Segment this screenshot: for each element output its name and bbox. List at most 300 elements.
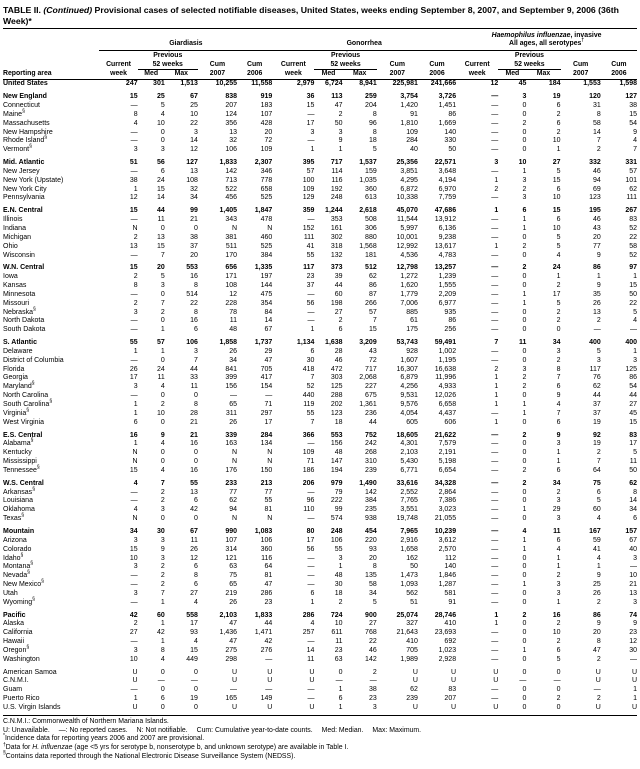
value-cell: 3,754 <box>400 93 418 101</box>
value-cell: 38 <box>368 686 377 694</box>
value-cell: 59 <box>592 536 601 544</box>
value-cell: 10,338 <box>396 194 418 202</box>
value-cell: 1 <box>633 695 637 703</box>
value-cell: 4,301 <box>400 440 418 448</box>
value-cell: 11 <box>335 638 343 646</box>
value-cell: 0 <box>193 704 198 711</box>
value-cell: 239 <box>406 695 418 703</box>
value-cell: 10 <box>156 409 165 417</box>
value-cell: 159 <box>365 167 377 175</box>
value-cell: 4 <box>160 110 165 118</box>
value-cell: 0 <box>522 102 527 109</box>
value-cell: — <box>335 677 343 685</box>
value-cell: 5,198 <box>438 458 457 466</box>
value-cell: 1,779 <box>400 290 418 298</box>
current-label: Current <box>280 61 306 68</box>
value-cell: 120 <box>589 93 601 101</box>
value-cell: 0 <box>160 224 165 232</box>
value-cell: 5 <box>372 598 377 606</box>
value-cell: 50 <box>410 563 418 571</box>
value-cell: 525 <box>260 194 273 202</box>
value-cell: 16 <box>129 431 138 439</box>
value-cell: 13 <box>156 233 165 241</box>
value-cell: 314 <box>225 545 238 553</box>
table-row <box>3 264 637 273</box>
value-cell: 22,571 <box>434 159 457 167</box>
table-row <box>3 704 637 713</box>
med-label: Med <box>314 69 342 79</box>
value-cell: 56 <box>156 159 165 167</box>
max-label: Max <box>526 69 560 79</box>
value-cell: 705 <box>260 365 273 373</box>
reporting-area-cell: Washington <box>3 655 40 663</box>
value-cell: 1,658 <box>400 545 418 553</box>
value-cell: 62 <box>629 479 637 487</box>
value-cell: 77 <box>592 242 601 250</box>
table-row <box>3 194 637 203</box>
value-cell: 248 <box>330 194 343 202</box>
value-cell: 0 <box>522 418 527 426</box>
value-cell: 0 <box>522 638 527 646</box>
value-cell: 4 <box>160 466 165 474</box>
value-cell: 21,643 <box>396 629 418 637</box>
value-cell: 25,074 <box>396 611 418 619</box>
value-cell: 3,551 <box>400 506 418 514</box>
value-cell: 1,669 <box>438 119 457 127</box>
value-cell: 3 <box>556 440 561 448</box>
value-cell: 0 <box>522 497 527 505</box>
reporting-area-cell: Wisconsin <box>3 251 35 259</box>
value-cell: U <box>412 668 418 676</box>
value-cell: — <box>130 572 138 580</box>
value-cell: 1 <box>133 347 138 355</box>
value-cell: 0 <box>160 458 165 466</box>
value-cell: U <box>231 668 238 676</box>
value-cell: 1,555 <box>438 282 457 290</box>
value-cell: 86 <box>448 317 457 325</box>
value-cell: 58 <box>368 581 377 589</box>
cum-label: Cum <box>247 61 263 68</box>
value-cell: 6,654 <box>438 466 457 474</box>
reporting-area-cell: Minnesota <box>3 290 36 298</box>
value-cell: 51 <box>410 598 418 606</box>
value-cell: 360 <box>260 545 273 553</box>
value-cell: 6,771 <box>400 466 418 474</box>
value-cell: 0 <box>522 326 527 334</box>
value-cell: 2 <box>556 317 561 325</box>
reporting-area-cell: Tennessee§ <box>3 464 40 474</box>
reporting-area-cell: E.S. Central <box>3 431 43 439</box>
value-cell: U <box>595 668 601 676</box>
value-cell: 6 <box>522 207 527 215</box>
value-cell: 885 <box>406 308 418 316</box>
value-cell: 99 <box>190 207 198 215</box>
value-cell: 109 <box>302 449 315 457</box>
value-cell: 28,746 <box>434 611 457 619</box>
abbrev-cum: Cum: Cumulative year-to-date counts. <box>196 726 313 734</box>
table-row <box>3 581 637 590</box>
table-row <box>3 497 637 506</box>
value-cell: 0 <box>160 704 165 711</box>
value-cell: 23,693 <box>434 629 457 637</box>
value-cell: 7,965 <box>400 527 418 535</box>
value-cell: 4,783 <box>438 251 457 259</box>
value-cell: 2,618 <box>359 207 377 215</box>
value-cell: 233 <box>225 479 238 487</box>
value-cell: 298 <box>225 655 238 663</box>
value-cell: 2,916 <box>400 536 418 544</box>
value-cell: 1,846 <box>438 572 457 580</box>
value-cell: 1 <box>522 581 527 589</box>
value-cell: 125 <box>625 365 637 373</box>
value-cell: 0 <box>193 449 198 457</box>
value-cell: 384 <box>260 251 273 259</box>
value-cell: 613 <box>365 194 377 202</box>
value-cell: 27 <box>629 401 637 408</box>
value-cell: 935 <box>444 308 457 316</box>
value-cell: 108 <box>186 176 198 184</box>
value-cell: U <box>412 704 418 711</box>
value-cell: 12 <box>190 554 198 562</box>
value-cell: 213 <box>260 479 273 487</box>
value-cell: U <box>493 677 499 685</box>
value-cell: 1 <box>133 695 138 703</box>
value-cell: 27 <box>190 589 198 597</box>
value-cell: 4 <box>160 383 165 391</box>
value-cell: 0 <box>160 137 165 145</box>
value-cell: 574 <box>330 515 343 523</box>
table-row <box>3 599 637 608</box>
value-cell: 286 <box>260 589 273 597</box>
value-cell: 768 <box>365 629 377 637</box>
value-cell: 12 <box>490 80 499 88</box>
reporting-area-cell: Alaska <box>3 620 25 628</box>
value-cell: U <box>631 668 637 676</box>
reporting-area-cell: Rhode Island§ <box>3 135 48 145</box>
value-cell: 53,743 <box>396 339 418 347</box>
value-cell: 10 <box>518 159 527 167</box>
previous-label: Previous <box>331 52 361 60</box>
value-cell: 15 <box>129 466 138 474</box>
table-bottom-rule <box>3 715 637 716</box>
reporting-area-cell: New Jersey <box>3 167 40 175</box>
value-cell: 13 <box>629 589 637 597</box>
value-cell: 1 <box>494 401 499 408</box>
value-cell: 64 <box>592 466 601 474</box>
value-cell: 0 <box>193 686 198 694</box>
table-row <box>3 528 637 537</box>
value-cell: 13 <box>129 242 138 250</box>
value-cell: 77 <box>229 488 238 496</box>
value-cell: — <box>491 146 499 154</box>
value-cell: — <box>230 392 238 400</box>
value-cell: 606 <box>444 418 457 426</box>
value-cell: 9 <box>596 282 601 290</box>
value-cell: 0 <box>338 668 343 676</box>
value-cell: 11 <box>190 536 198 544</box>
reporting-area-cell: Illinois <box>3 216 23 224</box>
value-cell: 17 <box>264 418 273 426</box>
value-cell: 0 <box>160 317 165 325</box>
value-cell: 21 <box>629 581 637 589</box>
reporting-area-cell: Wyoming§ <box>3 596 35 606</box>
value-cell: 107 <box>260 110 273 118</box>
value-cell: 778 <box>260 176 273 184</box>
value-cell: 3 <box>133 589 138 597</box>
value-cell: 57 <box>368 308 377 316</box>
value-cell: 23 <box>368 695 377 703</box>
table-row <box>3 440 637 449</box>
table-row <box>3 449 637 458</box>
value-cell: 17 <box>306 536 315 544</box>
previous-label: Previous <box>153 52 183 60</box>
value-cell: 34 <box>368 589 377 597</box>
value-cell: 0 <box>522 251 527 259</box>
value-cell: 239 <box>365 466 377 474</box>
value-cell: 8 <box>596 110 601 118</box>
footnote-abbreviations <box>3 727 637 736</box>
value-cell: 10 <box>552 224 561 232</box>
value-cell: 0 <box>522 282 527 290</box>
value-cell: 26 <box>129 365 138 373</box>
value-cell: 32 <box>229 137 238 145</box>
value-cell: 7 <box>556 374 561 382</box>
value-cell: 37 <box>592 409 601 417</box>
value-cell: 2 <box>556 572 561 580</box>
value-cell: 440 <box>302 392 315 400</box>
reporting-area-cell: New Mexico§ <box>3 578 44 589</box>
value-cell: 16 <box>190 317 198 325</box>
value-cell: 0 <box>522 572 527 580</box>
value-cell: 32 <box>190 185 198 193</box>
value-cell: 65 <box>229 581 238 589</box>
value-cell: 9 <box>338 137 343 145</box>
value-cell: 1,513 <box>180 80 198 88</box>
value-cell: 1 <box>133 401 138 408</box>
value-cell: 1,035 <box>359 176 377 184</box>
value-cell: 2 <box>372 668 377 676</box>
value-cell: 34 <box>190 194 198 202</box>
value-cell: 1 <box>522 216 527 224</box>
value-cell: 2,191 <box>438 449 457 457</box>
reporting-area-cell: S. Atlantic <box>3 339 37 347</box>
reporting-area-cell: American Samoa <box>3 668 57 676</box>
value-cell: 220 <box>365 536 377 544</box>
med-label: Med <box>138 69 165 79</box>
value-cell: 10 <box>552 137 561 145</box>
value-cell: 1,553 <box>583 80 601 88</box>
value-cell: 472 <box>330 365 343 373</box>
value-cell: — <box>307 216 315 224</box>
value-cell: 1 <box>494 383 499 391</box>
value-cell: 18,605 <box>396 431 418 439</box>
value-cell: 4 <box>596 515 601 523</box>
value-cell: 6 <box>556 119 561 127</box>
value-cell: 900 <box>365 611 377 619</box>
value-cell: 60 <box>334 290 343 298</box>
value-cell: — <box>491 356 499 364</box>
value-cell: 0 <box>160 128 165 136</box>
value-cell: 1 <box>494 242 499 250</box>
value-cell: — <box>630 655 637 663</box>
value-cell: 9 <box>160 431 165 439</box>
value-cell: 11 <box>229 317 238 325</box>
value-cell: 2 <box>160 572 165 580</box>
table-row <box>3 252 637 261</box>
value-cell: 202 <box>330 401 343 408</box>
reporting-area-cell: Colorado <box>3 545 32 553</box>
value-cell: 1 <box>160 347 165 355</box>
value-cell: 26 <box>592 299 601 307</box>
value-cell: 228 <box>225 299 238 307</box>
table-row <box>3 93 637 102</box>
value-cell: 2 <box>556 695 561 703</box>
value-cell: 3 <box>633 554 637 562</box>
value-cell: 3 <box>556 515 561 523</box>
value-cell: U <box>412 677 418 685</box>
value-cell: 65 <box>229 401 238 408</box>
value-cell: — <box>307 695 315 703</box>
value-cell: 3 <box>522 194 527 202</box>
value-cell: 19 <box>190 695 198 703</box>
value-cell: 6 <box>633 515 637 523</box>
value-cell: 3,648 <box>438 167 457 175</box>
group-header-row <box>3 29 637 50</box>
value-cell: 60 <box>592 506 601 514</box>
value-cell: 67 <box>629 536 637 544</box>
value-cell: 46 <box>334 356 343 364</box>
value-cell: 86 <box>592 611 601 619</box>
value-cell: 2 <box>494 365 499 373</box>
table-row <box>3 168 637 177</box>
value-cell: 62 <box>229 497 238 505</box>
value-cell: — <box>307 488 315 496</box>
value-cell: — <box>307 440 315 448</box>
value-cell: 15 <box>156 242 165 250</box>
value-cell: 9 <box>596 572 601 580</box>
value-cell: 17 <box>129 374 138 382</box>
value-cell: 77 <box>264 488 273 496</box>
reporting-area-cell: Arkansas§ <box>3 486 35 496</box>
y2007-label: 2007 <box>198 69 237 79</box>
value-cell: 195 <box>589 207 601 215</box>
value-cell: 581 <box>444 589 457 597</box>
value-cell: 165 <box>225 695 238 703</box>
value-cell: 96 <box>368 119 377 127</box>
value-cell: 22 <box>368 638 377 646</box>
table-body <box>3 80 637 713</box>
value-cell: 2 <box>556 110 561 118</box>
reporting-area-cell: Guam <box>3 686 23 694</box>
value-cell: 7 <box>310 374 315 382</box>
value-cell: 7 <box>556 409 561 417</box>
table-row <box>3 629 637 638</box>
value-cell: 384 <box>365 497 377 505</box>
value-cell: 0 <box>160 449 165 457</box>
table-row <box>3 186 637 195</box>
value-cell: — <box>491 102 499 109</box>
value-cell: 339 <box>225 431 238 439</box>
value-cell: 1 <box>556 273 561 281</box>
y2007-label: 2007 <box>561 69 601 79</box>
value-cell: U <box>309 668 315 676</box>
table-row <box>3 612 637 621</box>
value-cell: 108 <box>225 282 238 290</box>
value-cell: — <box>307 137 315 145</box>
value-cell: 5 <box>596 497 601 505</box>
value-cell: 2 <box>133 233 138 241</box>
value-cell: 4,054 <box>400 409 418 417</box>
value-cell: 3 <box>193 128 198 136</box>
value-cell: 1 <box>338 686 343 694</box>
value-cell: 6 <box>193 563 198 571</box>
abbrev-dash: —: No reported cases. <box>58 726 128 734</box>
value-cell: — <box>491 563 499 571</box>
value-cell: 8 <box>193 401 198 408</box>
value-cell: 267 <box>625 207 637 215</box>
value-cell: 268 <box>365 449 377 457</box>
value-cell: 1 <box>494 392 499 400</box>
value-cell: — <box>491 110 499 118</box>
cum-label: Cum <box>573 61 589 68</box>
value-cell: 0 <box>160 686 165 694</box>
value-cell: 106 <box>225 146 238 154</box>
table-row <box>3 432 637 441</box>
value-cell: — <box>491 440 499 448</box>
value-cell: — <box>519 677 527 685</box>
value-cell: 1 <box>556 458 561 466</box>
value-cell: 3 <box>160 554 165 562</box>
value-cell: 1,598 <box>619 80 637 88</box>
value-cell: 15 <box>629 282 637 290</box>
value-cell: 46 <box>368 646 377 654</box>
reporting-area-cell: Louisiana <box>3 497 33 505</box>
value-cell: 3 <box>160 536 165 544</box>
table-row <box>3 686 637 695</box>
value-cell: 41 <box>306 242 315 250</box>
value-cell: 8 <box>596 638 601 646</box>
value-cell: 7 <box>372 317 377 325</box>
value-cell: 20 <box>156 264 165 272</box>
value-cell: 2 <box>522 119 527 127</box>
value-cell: 1 <box>633 686 637 694</box>
reporting-area-cell: South Dakota <box>3 326 46 334</box>
value-cell: 241,666 <box>430 80 457 88</box>
value-cell: 2 <box>522 479 527 487</box>
value-cell: 52 <box>629 251 637 259</box>
value-cell: 1,638 <box>325 339 343 347</box>
value-cell: 838 <box>225 93 238 101</box>
value-cell: 25,356 <box>396 159 418 167</box>
group-header-giardiasis: Giardiasis <box>99 29 272 50</box>
value-cell: — <box>307 638 315 646</box>
value-cell: — <box>130 581 138 589</box>
value-cell: 1 <box>133 409 138 417</box>
reporting-area-cell: Vermont§ <box>3 143 32 154</box>
cum-label: Cum <box>209 61 226 68</box>
value-cell: 44 <box>334 282 343 290</box>
value-cell: — <box>491 194 499 202</box>
value-cell: U <box>132 704 138 711</box>
value-cell: 48 <box>334 449 343 457</box>
value-cell: 5 <box>160 102 165 109</box>
value-cell: 15 <box>129 207 138 215</box>
value-cell: 1 <box>160 326 165 334</box>
value-cell: 198 <box>330 299 343 307</box>
value-cell: U <box>631 704 637 711</box>
value-cell: 33,616 <box>396 479 418 487</box>
value-cell: 658 <box>260 185 273 193</box>
